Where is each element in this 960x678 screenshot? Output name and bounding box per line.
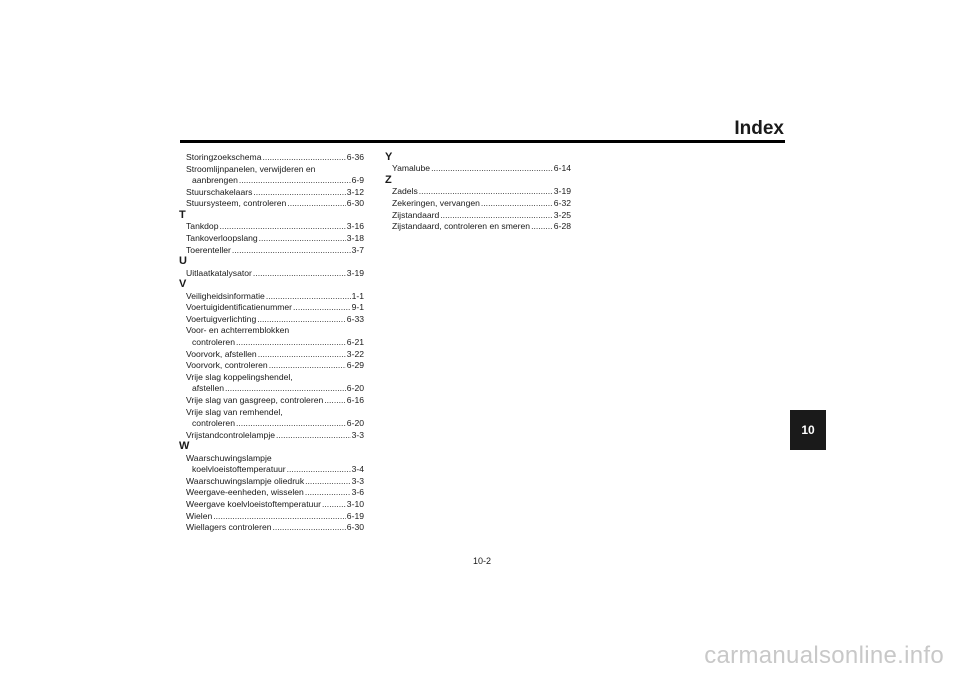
index-entry-text: controleren <box>192 336 235 347</box>
dot-leader <box>276 430 351 442</box>
index-entry-text: controleren <box>192 418 235 429</box>
index-entry-text: Wielen <box>186 510 213 521</box>
header-rule <box>180 140 785 143</box>
dot-leader <box>481 198 553 210</box>
index-entry-page: 6-32 <box>553 198 571 208</box>
index-entry-text: afstellen <box>192 383 225 394</box>
index-entry <box>180 187 364 199</box>
index-letter-heading: Z <box>385 174 392 186</box>
dot-leader <box>293 302 351 314</box>
index-entry-page: 1-1 <box>351 290 364 301</box>
index-entry-text: Zijstandaard, controleren en smeren <box>392 221 531 232</box>
index-entry <box>180 268 364 280</box>
dot-leader <box>258 349 346 361</box>
dot-leader <box>236 337 346 349</box>
index-entry <box>180 360 364 372</box>
index-entry-text: Veiligheidsinformatie <box>186 290 265 301</box>
index-entry-text: Uitlaatkatalysator <box>186 267 252 278</box>
index-entry <box>386 210 571 222</box>
index-entry <box>180 487 364 499</box>
index-entry <box>180 175 364 187</box>
watermark: carmanualsonline.info <box>704 642 944 669</box>
dot-leader <box>253 187 345 199</box>
index-entry-page: 3-6 <box>351 487 364 498</box>
page-number: 10-2 <box>473 556 492 566</box>
index-entry-page: 6-21 <box>346 336 364 347</box>
index-entry-page: 3-12 <box>346 186 364 197</box>
index-entry-text: koelvloeistoftemperatuur <box>192 464 286 475</box>
index-column-1 <box>180 152 364 534</box>
index-entry-page: 6-20 <box>346 418 364 429</box>
dot-leader <box>239 175 351 187</box>
index-entry-text: Voorvork, afstellen <box>186 348 257 359</box>
index-entry <box>180 418 364 430</box>
index-entry-text: Zadels <box>392 186 418 197</box>
index-letter-heading: V <box>179 278 187 291</box>
index-entry <box>386 186 571 198</box>
index-entry <box>180 302 364 314</box>
index-entry-line: Vrije slag koppelingshendel, <box>186 371 293 382</box>
index-entry-page: 6-9 <box>351 175 364 186</box>
dot-leader <box>305 476 350 488</box>
dot-leader <box>305 487 351 499</box>
dot-leader <box>531 221 553 233</box>
dot-leader <box>266 291 351 303</box>
index-entry-page: 6-30 <box>346 522 364 533</box>
index-entry <box>180 314 364 326</box>
dot-leader <box>431 163 553 175</box>
dot-leader <box>236 418 346 430</box>
index-entry <box>180 291 364 303</box>
index-letter-heading: Y <box>385 151 393 163</box>
index-entry-text: Tankoverloopslang <box>186 232 258 243</box>
index-letter-heading: T <box>179 208 186 221</box>
dot-leader <box>262 152 345 164</box>
index-entry-page: 6-16 <box>346 394 364 405</box>
index-entry-text: Weergave-eenheden, wisselen <box>186 487 304 498</box>
index-entry <box>180 476 364 488</box>
index-entry-text: Stuursysteem, controleren <box>186 198 287 209</box>
index-entry-text: Vrijstandcontrolelampje <box>186 429 276 440</box>
page-title: Index <box>734 118 784 139</box>
dot-leader <box>322 499 346 511</box>
index-entry <box>386 221 571 233</box>
index-entry-text: aanbrengen <box>192 175 238 186</box>
index-entry-page: 6-19 <box>346 510 364 521</box>
dot-leader <box>225 383 346 395</box>
index-entry-page: 3-3 <box>351 429 364 440</box>
index-entry <box>180 430 364 442</box>
dot-leader <box>232 245 351 257</box>
dot-leader <box>440 210 553 222</box>
dot-leader <box>220 221 346 233</box>
dot-leader <box>273 522 346 534</box>
index-entry-line: Vrije slag van remhendel, <box>186 406 283 417</box>
index-entry <box>180 499 364 511</box>
index-entry-page: 3-16 <box>346 221 364 232</box>
index-entry-page: 3-19 <box>346 267 364 278</box>
index-entry-text: Yamalube <box>392 163 431 174</box>
index-entry-page: 3-25 <box>553 209 571 220</box>
index-entry-page: 3-18 <box>346 232 364 243</box>
index-entry-text: Voertuigverlichting <box>186 313 257 324</box>
chapter-tab: 10 <box>790 410 826 450</box>
index-letter-heading: U <box>179 255 187 268</box>
index-entry-text: Voorvork, controleren <box>186 360 268 371</box>
index-entry-page: 9-1 <box>351 302 364 313</box>
index-entry <box>180 395 364 407</box>
index-entry <box>180 464 364 476</box>
index-entry <box>180 245 364 257</box>
index-entry-text: Zijstandaard <box>392 209 440 220</box>
index-entry-page: 3-4 <box>351 464 364 475</box>
index-entry <box>180 522 364 534</box>
index-entry <box>180 349 364 361</box>
dot-leader <box>419 186 553 198</box>
index-entry-line: Stroomlijnpanelen, verwijderen en <box>186 163 316 174</box>
index-entry <box>386 198 571 210</box>
index-entry <box>386 163 571 175</box>
index-entry-text: Weergave koelvloeistoftemperatuur <box>186 499 322 510</box>
dot-leader <box>213 511 346 523</box>
index-entry-text: Waarschuwingslampje oliedruk <box>186 475 305 486</box>
index-entry-text: Storingzoekschema <box>186 152 262 162</box>
index-entry-text: Voertuigidentificatienummer <box>186 302 293 313</box>
index-entry-page: 3-10 <box>346 499 364 510</box>
dot-leader <box>324 395 346 407</box>
index-entry <box>180 198 364 210</box>
index-entry-page: 3-22 <box>346 348 364 359</box>
index-entry-page: 3-3 <box>351 475 364 486</box>
index-entry-page: 3-19 <box>553 186 571 197</box>
index-column-2 <box>386 152 571 233</box>
index-entry-page: 6-30 <box>346 198 364 209</box>
index-entry-text: Wiellagers controleren <box>186 522 272 533</box>
index-entry-page: 6-14 <box>553 163 571 174</box>
index-entry <box>180 337 364 349</box>
index-entry-text: Vrije slag van gasgreep, controleren <box>186 394 324 405</box>
index-entry-text: Zekeringen, vervangen <box>392 198 480 208</box>
index-letter-heading: W <box>179 440 190 453</box>
dot-leader <box>287 464 351 476</box>
index-entry-page: 6-33 <box>346 313 364 324</box>
index-entry-line: Waarschuwingslampje <box>186 452 272 463</box>
index-entry-page: 6-29 <box>346 360 364 371</box>
index-entry <box>180 383 364 395</box>
index-entry <box>180 152 364 164</box>
dot-leader <box>253 268 346 280</box>
dot-leader <box>257 314 346 326</box>
dot-leader <box>269 360 346 372</box>
index-entry-page: 3-7 <box>351 244 364 255</box>
index-entry <box>180 511 364 523</box>
index-entry-text: Stuurschakelaars <box>186 186 253 197</box>
index-entry <box>180 233 364 245</box>
index-entry-line: Voor- en achterremblokken <box>186 325 290 336</box>
index-entry-text: Tankdop <box>186 221 219 232</box>
index-entry-page: 6-36 <box>346 152 364 162</box>
dot-leader <box>287 198 345 210</box>
index-entry-page: 6-28 <box>553 221 571 232</box>
index-entry-page: 6-20 <box>346 383 364 394</box>
dot-leader <box>259 233 346 245</box>
index-entry <box>180 221 364 233</box>
index-entry-text: Toerenteller <box>186 244 231 255</box>
